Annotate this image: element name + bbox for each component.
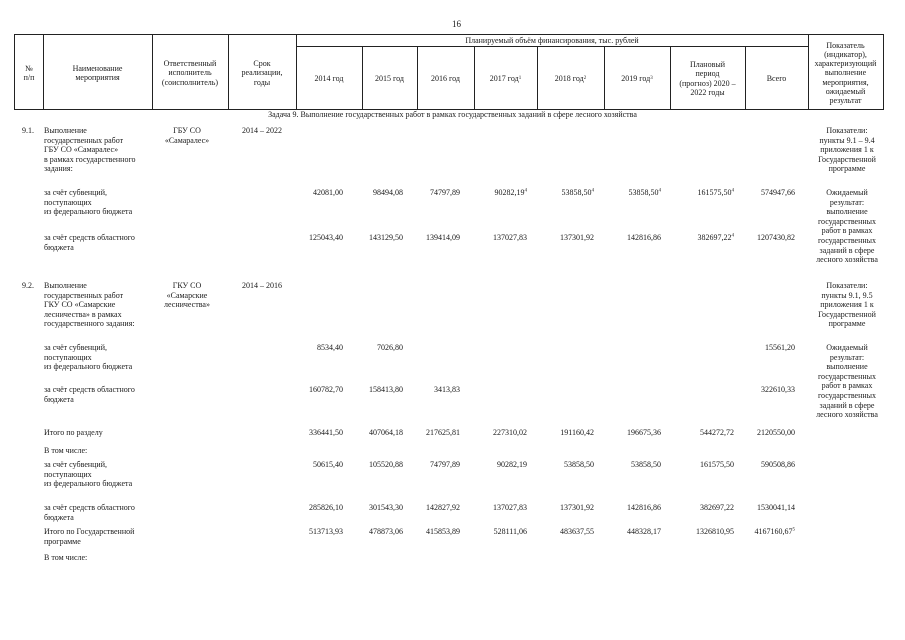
cell-value: 513713,93 — [309, 527, 343, 536]
including-label: В том числе: — [44, 446, 88, 455]
cell-value: 483637,55 — [560, 527, 594, 536]
header-year: 2016 год — [431, 73, 460, 83]
cell-value: 143129,50 — [369, 233, 403, 242]
row-funding-label: за счёт средств областного бюджета — [44, 233, 135, 252]
table-header — [14, 34, 884, 110]
cell-value: 478873,06 — [369, 527, 403, 536]
row-indicator: Показатели: пункты 9.1, 9.5 приложения 1 к Государственной программе — [818, 281, 876, 329]
cell-value: 1207430,82 — [757, 233, 795, 242]
header-year: 2019 год 3 — [621, 73, 653, 83]
cell-value: 415853,89 — [426, 527, 460, 536]
header-indicator: Показатель (индикатор), характеризующий выполнение мероприятия, ожидаемый результат — [814, 40, 877, 105]
cell-value: 382697,22 — [700, 503, 734, 512]
cell-value: 191160,42 — [560, 428, 594, 437]
cell-value: 217625,81 — [426, 428, 460, 437]
row-funding-label: за счёт субвенций, поступающих из федерального бюджета — [44, 343, 133, 372]
row-indicator: Показатели: пункты 9.1 – 9.4 приложения 1 к Государственной программе — [818, 126, 876, 174]
cell-value: 161575,50 — [700, 460, 734, 469]
cell-value: 142816,86 — [627, 503, 661, 512]
header-year: 2015 год — [375, 73, 404, 83]
cell-value: 227310,02 — [493, 428, 527, 437]
row-result: Ожидаемый результат: выполнение государственных работ в рамках государственных заданий в сфере лесного хозяйства — [816, 188, 878, 265]
cell-value: 528111,06 — [493, 527, 527, 536]
cell-value: 590508,86 — [761, 460, 795, 469]
row-responsible: ГКУ СО «Самарские лесничества» — [164, 281, 210, 310]
cell-value: 336441,50 — [309, 428, 343, 437]
row-funding-label: за счёт субвенций, поступающих из федерального бюджета — [44, 188, 133, 217]
header-name: Наименование мероприятия — [72, 63, 123, 82]
cell-value: 8534,40 — [317, 343, 343, 352]
header-responsible: Ответственный исполнитель (соисполнитель) — [161, 59, 219, 87]
cell-value: 407064,18 — [369, 428, 403, 437]
row-number: 9.2. — [22, 281, 34, 290]
cell-value: 137301,92 — [560, 233, 594, 242]
row-term: 2014 – 2022 — [242, 126, 282, 135]
cell-value: 50615,40 — [313, 460, 343, 469]
cell-value: 137027,83 — [493, 233, 527, 242]
cell-value: 158413,80 — [369, 385, 403, 394]
row-responsible: ГБУ СО «Самаралес» — [164, 126, 210, 145]
cell-value: 285826,10 — [309, 503, 343, 512]
cell-value: 142816,86 — [627, 233, 661, 242]
page-number: 16 — [452, 19, 461, 29]
row-number: 9.1. — [22, 126, 34, 135]
cell-value: 161575,50$^4$ — [697, 188, 734, 197]
cell-value: 7026,80 — [377, 343, 403, 352]
cell-value: 42081,00 — [313, 188, 343, 197]
cell-value: 53858,50 — [631, 460, 661, 469]
cell-value: 160782,70 — [309, 385, 343, 394]
header-term: Срок реализации, годы — [241, 59, 283, 87]
cell-value: 137027,83 — [493, 503, 527, 512]
row-funding-label: за счёт субвенций, поступающих из федерального бюджета — [44, 460, 133, 489]
including-label: В том числе: — [44, 553, 88, 562]
header-total: Всего — [766, 73, 787, 83]
cell-value: 137301,92 — [560, 503, 594, 512]
section-total-label: Итого по разделу — [44, 428, 103, 437]
cell-value: 53858,50$^4$ — [561, 188, 594, 197]
cell-value: 3413,83 — [434, 385, 460, 394]
header-year: 2018 год 2 — [554, 73, 587, 83]
row-name: Выполнение государственных работ ГБУ СО «Самаралес» в рамках государственного задания: — [44, 126, 136, 174]
header-finance: Планируемый объём финансирования, тыс. рублей — [465, 35, 639, 45]
cell-value: 105520,88 — [369, 460, 403, 469]
cell-value: 53858,50 — [564, 460, 594, 469]
row-result: Ожидаемый результат: выполнение государственных работ в рамках государственных заданий в сфере лесного хозяйства — [816, 343, 878, 420]
cell-value: 90282,19$^4$ — [494, 188, 527, 197]
program-total-label: Итого по Государственной программе — [44, 527, 135, 546]
cell-value: 74797,89 — [430, 188, 460, 197]
cell-value: 448328,17 — [627, 527, 661, 536]
cell-value: 4167160,67$^5$ — [754, 527, 795, 536]
cell-value: 574947,66 — [761, 188, 795, 197]
cell-value: 382697,22$^4$ — [697, 233, 734, 242]
row-funding-label: за счёт средств областного бюджета — [44, 385, 135, 404]
task-title: Задача 9. Выполнение государственных работ в рамках государственных заданий в сфере лесного хозяйства — [268, 110, 637, 119]
cell-value: 139414,09 — [426, 233, 460, 242]
cell-value: 301543,30 — [369, 503, 403, 512]
cell-value: 322610,33 — [761, 385, 795, 394]
header-no: № п/п — [23, 63, 35, 82]
cell-value: 544272,72 — [700, 428, 734, 437]
cell-value: 125043,40 — [309, 233, 343, 242]
cell-value: 196675,36 — [627, 428, 661, 437]
row-funding-label: за счёт средств областного бюджета — [44, 503, 135, 522]
cell-value: 90282,19 — [497, 460, 527, 469]
cell-value: 142827,92 — [426, 503, 460, 512]
header-year: 2014 год — [314, 73, 344, 83]
cell-value: 98494,08 — [373, 188, 403, 197]
header-plan-period: Плановый период (прогноз) 2020 – 2022 годы — [679, 60, 736, 97]
row-term: 2014 – 2016 — [242, 281, 282, 290]
header-year: 2017 год 1 — [489, 73, 522, 83]
cell-value: 74797,89 — [430, 460, 460, 469]
cell-value: 15561,20 — [765, 343, 795, 352]
cell-value: 53858,50$^4$ — [628, 188, 661, 197]
row-name: Выполнение государственных работ ГКУ СО «Самарские лесничества» в рамках государственного задания: — [44, 281, 135, 329]
cell-value: 1530041,14 — [757, 503, 795, 512]
cell-value: 1326810,95 — [696, 527, 734, 536]
cell-value: 2120550,00 — [757, 428, 795, 437]
